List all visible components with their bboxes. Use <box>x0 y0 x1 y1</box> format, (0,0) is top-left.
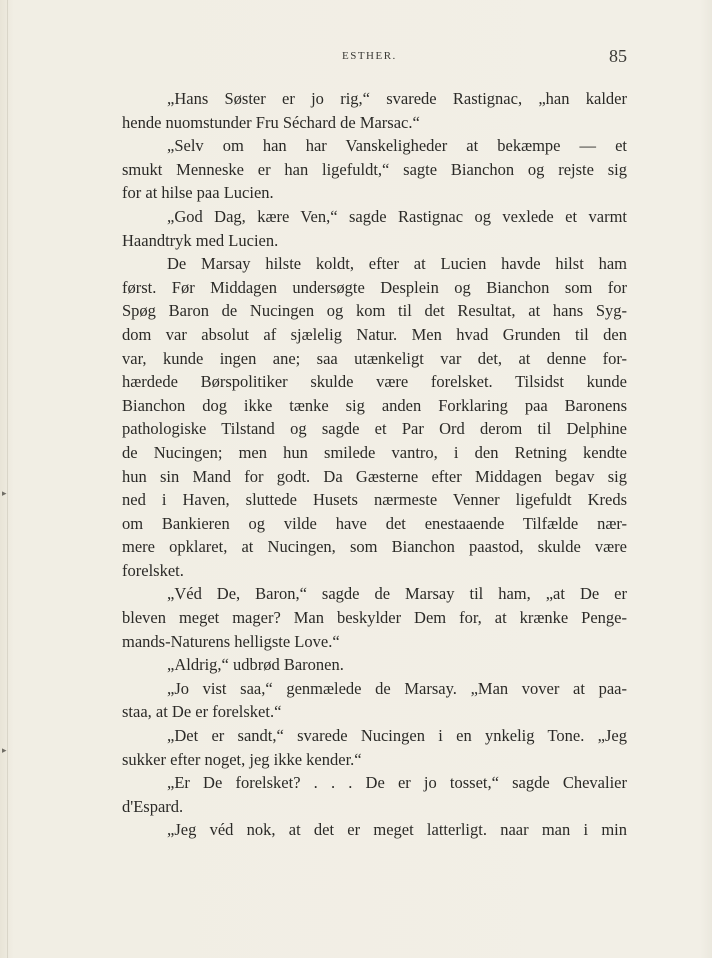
paragraph-line: først. Før Middagen undersøgte Desplein og Bianchon som for <box>122 277 627 297</box>
running-head: ESTHER. <box>342 50 397 62</box>
paragraph-line: „Aldrig,“ udbrød Baronen. <box>167 655 344 675</box>
paragraph-line: de Nucingen; men hun smilede vantro, i den Retning kendte <box>122 442 627 462</box>
paragraph-line: Haandtryk med Lucien. <box>122 230 279 250</box>
paragraph-line: mands-Naturens helligste Love.“ <box>122 631 340 651</box>
paragraph-line: hun sin Mand for godt. Da Gæsterne efter Middagen begav sig <box>122 466 627 486</box>
paragraph-line: „Er De forelsket? . . . De er jo tosset,“ sagde Chevalier <box>167 773 627 793</box>
paragraph-line: for at hilse paa Lucien. <box>122 183 274 203</box>
page-header <box>122 46 627 70</box>
paragraph-line: ned i Haven, sluttede Husets nærmeste Venner ligefuldt Kreds <box>122 490 627 510</box>
paragraph-line: smukt Menneske er han ligefuldt,“ sagte Bianchon og rejste sig <box>122 159 627 179</box>
margin-mark: ▸ <box>2 488 7 498</box>
page-gutter <box>7 0 8 958</box>
paragraph-line: „God Dag, kære Ven,“ sagde Rastignac og vexlede et varmt <box>167 206 627 226</box>
paragraph-line: forelsket. <box>122 560 184 580</box>
paragraph-line: De Marsay hilste koldt, efter at Lucien havde hilst ham <box>167 254 627 274</box>
paragraph-line: hende nuomstunder Fru Séchard de Marsac.“ <box>122 112 420 132</box>
paragraph-line: bleven meget mager? Man beskylder Dem for, at krænke Penge- <box>122 608 627 628</box>
paragraph-line: d'Espard. <box>122 796 184 816</box>
paragraph-line: „Hans Søster er jo rig,“ svarede Rastignac, „han kalder <box>167 89 627 108</box>
paragraph-line: „Jo vist saa,“ genmælede de Marsay. „Man vover at paa- <box>167 678 627 698</box>
paragraph-line: „Jeg véd nok, at det er meget latterligt. naar man i min <box>167 820 627 840</box>
margin-mark: ▸ <box>2 745 7 755</box>
paragraph-line: „Véd De, Baron,“ sagde de Marsay til ham, „at De er <box>167 584 627 604</box>
paragraph-line: om Bankieren og vilde have det enestaaende Tilfælde nær- <box>122 513 627 533</box>
paragraph-line: hærdede Børspolitiker skulde være forelsket. Tilsidst kunde <box>122 372 627 392</box>
paragraph-line: „Selv om han har Vanskeligheder at bekæmpe — et <box>167 136 627 156</box>
paragraph-line: dom var absolut af sjælelig Natur. Men hvad Grunden til den <box>122 324 627 344</box>
paragraph-line: var, kunde ingen ane; saa utænkeligt var det, at denne for- <box>122 348 627 368</box>
body-text <box>122 87 627 842</box>
paragraph-line: Spøg Baron de Nucingen og kom til det Resultat, at hans Syg- <box>122 301 627 321</box>
paragraph-line: staa, at De er forelsket.“ <box>122 702 282 722</box>
paragraph-line: pathologiske Tilstand og sagde et Par Ord derom til Delphine <box>122 419 627 439</box>
paragraph-line: Bianchon dog ikke tænke sig anden Forklaring paa Baronens <box>122 395 627 415</box>
paragraph-line: mere opklaret, at Nucingen, som Bianchon paastod, skulde være <box>122 537 627 557</box>
page-number: 85 <box>609 46 627 66</box>
paragraph-line: „Det er sandt,“ svarede Nucingen i en ynkelig Tone. „Jeg <box>167 726 627 746</box>
paragraph-line: sukker efter noget, jeg ikke kender.“ <box>122 749 362 769</box>
